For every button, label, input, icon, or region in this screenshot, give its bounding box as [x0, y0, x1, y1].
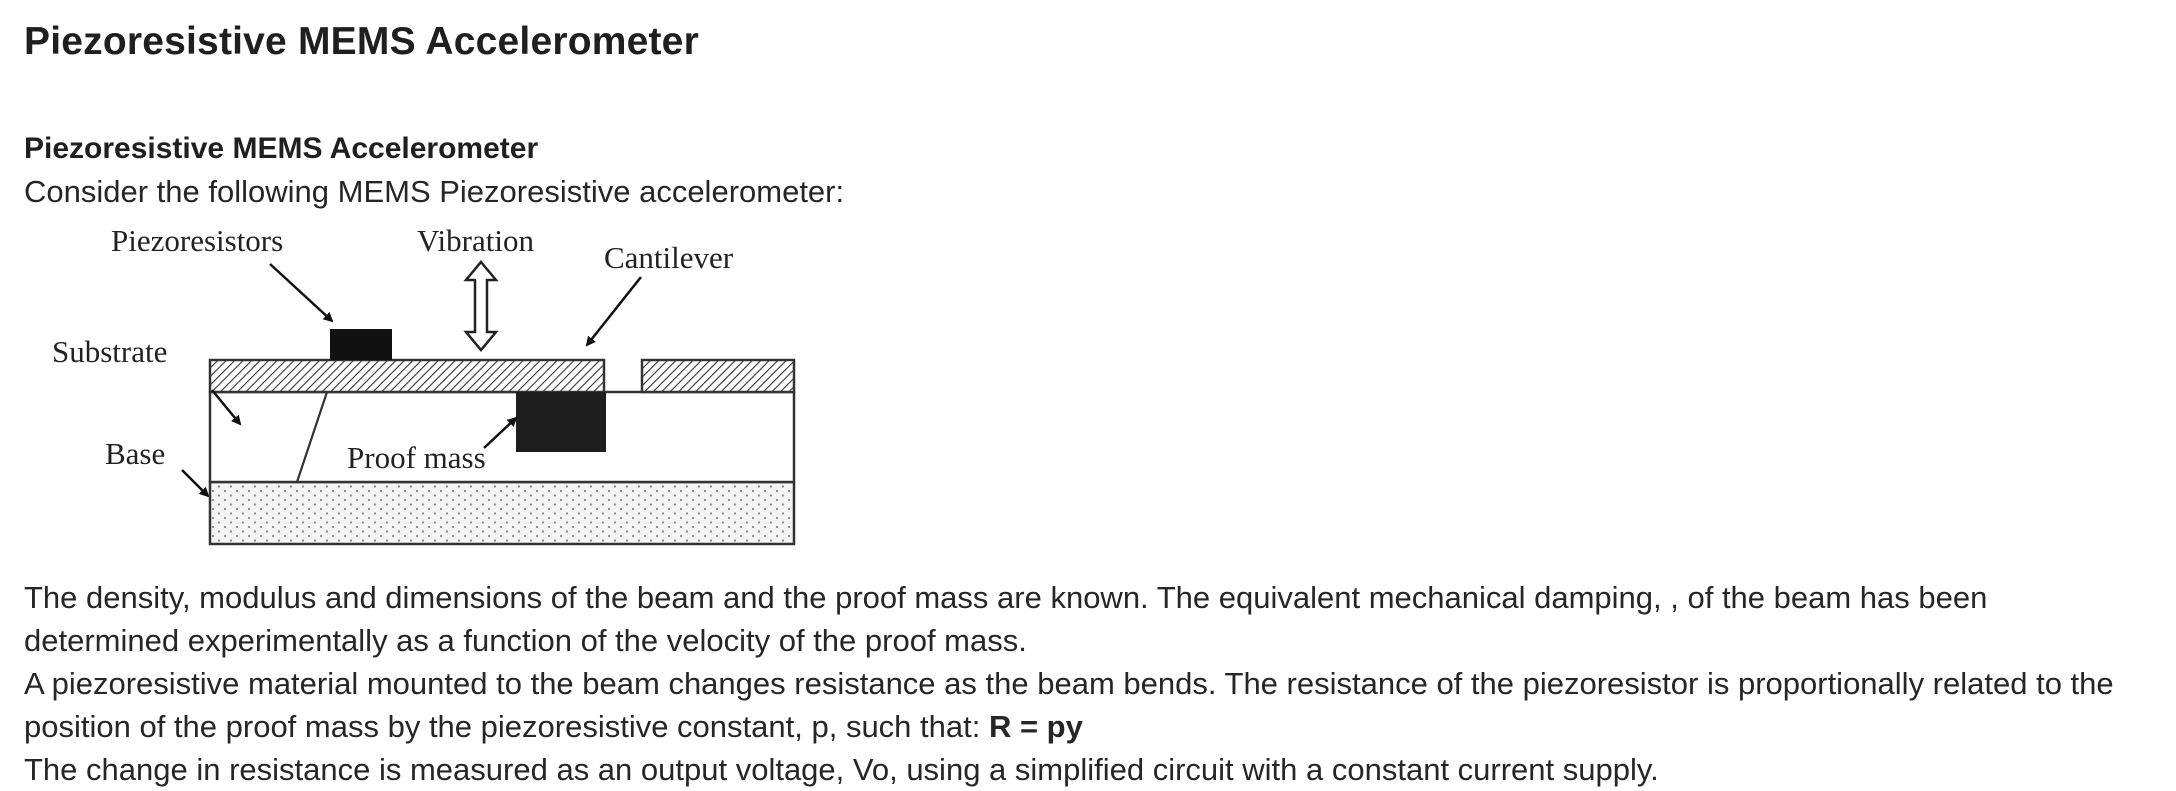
piezoresistors-pointer	[270, 264, 332, 321]
vibration-arrow	[466, 262, 496, 350]
label-base: Base	[105, 436, 166, 471]
paragraph-output-voltage: The change in resistance is measured as an output voltage, Vo, using a simplified circuit with a constant current supply.	[24, 752, 1659, 787]
paragraph-piezoresistive-text: A piezoresistive material mounted to the beam changes resistance as the beam bends. The resistance of the piezoresistor is proportionally related to the position of the proof mass by the piezoresistive constant, p, such that:	[24, 666, 2114, 744]
cantilever-pointer	[587, 277, 641, 345]
intro-text: Consider the following MEMS Piezoresistive accelerometer:	[24, 174, 845, 209]
label-substrate: Substrate	[52, 334, 168, 369]
paragraph-damping: The density, modulus and dimensions of the beam and the proof mass are known. The equivalent mechanical damping, , of the beam has been determined experimentally as a function of the velocity of the proof mass.	[24, 580, 1988, 658]
resistance-equation: R = py	[988, 709, 1083, 744]
substrate-frame	[210, 392, 794, 482]
label-piezoresistors: Piezoresistors	[111, 223, 284, 258]
base-block	[210, 482, 794, 544]
cantilever-beam	[210, 360, 604, 392]
label-proof-mass: Proof mass	[347, 440, 486, 475]
proof-mass-block	[516, 392, 606, 452]
label-vibration: Vibration	[417, 223, 534, 258]
section-heading: Piezoresistive MEMS Accelerometer	[24, 132, 539, 165]
label-cantilever: Cantilever	[604, 240, 734, 275]
base-pointer	[182, 470, 208, 496]
piezoresistor-block	[330, 329, 392, 360]
paragraph-piezoresistive	[24, 662, 2144, 748]
accelerometer-diagram	[24, 214, 824, 554]
substrate-top	[642, 360, 794, 392]
page-title: Piezoresistive MEMS Accelerometer	[24, 20, 699, 63]
